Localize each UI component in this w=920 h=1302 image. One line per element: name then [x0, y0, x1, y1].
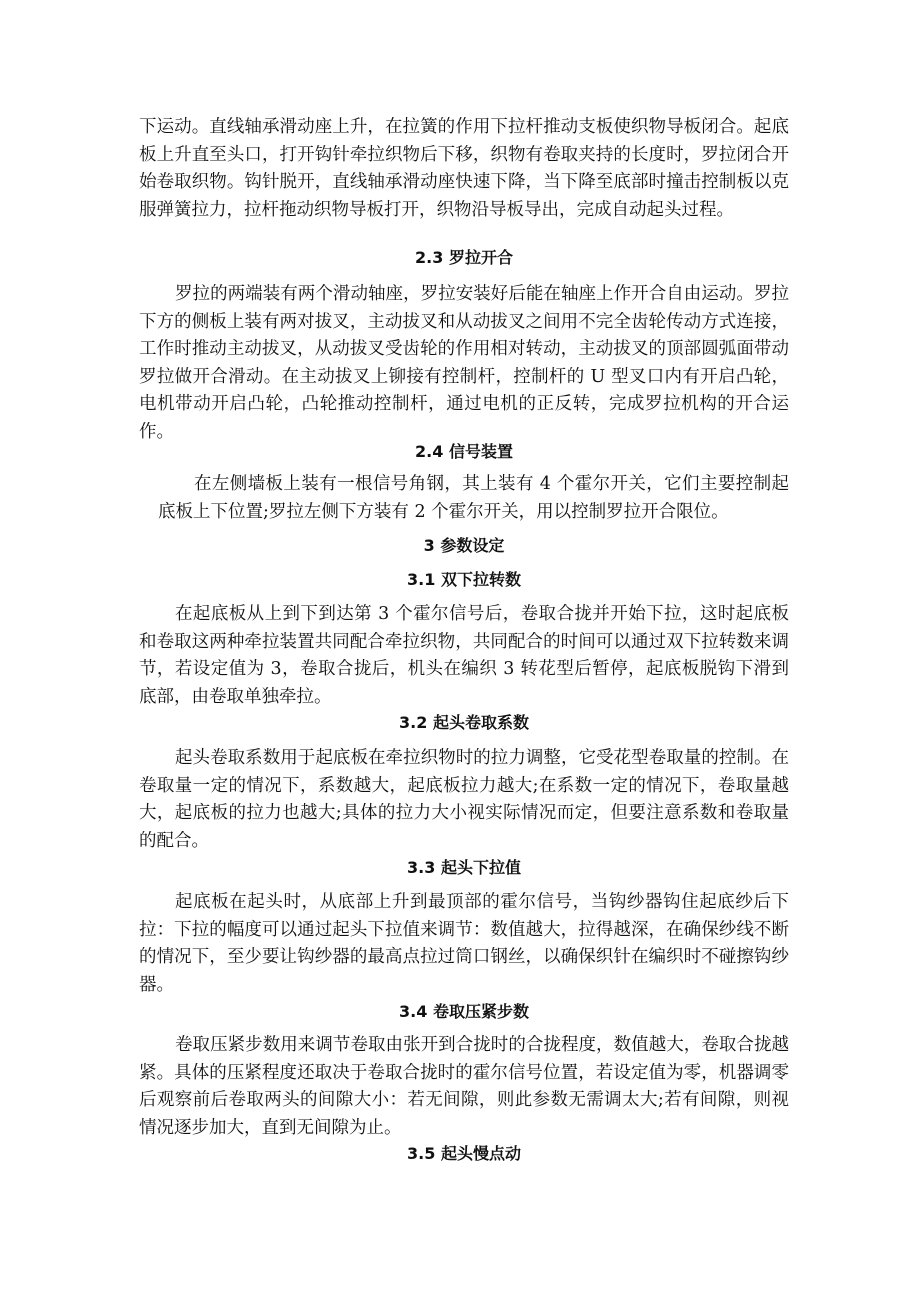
heading-3-4: 3.4 卷取压紧步数 — [399, 1002, 529, 1021]
heading-3: 3 参数设定 — [423, 536, 505, 555]
paragraph-3-1: 在起底板从上到下到达第 3 个霍尔信号后，卷取合拢并开始下拉，这时起底板和卷取这两种牵拉装置共同配合牵拉织物，共同配合的时间可以通过双下拉转数来调节，若设定值为 3，卷取合拢后，机头在编织 3 转花型后暂停，起底板脱钩下滑到底部，由卷取单独牵拉。 — [139, 604, 789, 707]
paragraph-2-3: 罗拉的两端装有两个滑动轴座，罗拉安装好后能在轴座上作开合自由运动。罗拉下方的侧板上装有两对拔叉，主动拔叉和从动拔叉之间用不完全齿轮传动方式连接，工作时推动主动拔叉，从动拔叉受齿轮的作用相对转动，主动拔叉的顶部圆弧面带动罗拉做开合滑动。在主动拔叉上铆接有控制杆，控制杆的 U 型叉口内有开启凸轮，电机带动开启凸轮，凸轮推动控制杆，通过电机的正反转，完成罗拉机构的开合运作。 — [139, 284, 789, 442]
heading-3-2: 3.2 起头卷取系数 — [399, 713, 529, 732]
heading-2-3: 2.3 罗拉开合 — [415, 248, 513, 267]
heading-3-5: 3.5 起头慢点动 — [407, 1144, 521, 1163]
paragraph-3-4: 卷取压紧步数用来调节卷取由张开到合拢时的合拢程度，数值越大，卷取合拢越紧。具体的压紧程度还取决于卷取合拢时的霍尔信号位置，若设定值为零，机器调零后观察前后卷取两头的间隙大小：若无间隙，则此参数无需调太大;若有间隙，则视情况逐步加大，直到无间隙为止。 — [139, 1035, 789, 1138]
paragraph-2-4: 在左侧墙板上装有一根信号角钢，其上装有 4 个霍尔开关，它们主要控制起底板上下位置;罗拉左侧下方装有 2 个霍尔开关，用以控制罗拉开合限位。 — [158, 474, 789, 522]
paragraph-3-3: 起底板在起头时，从底部上升到最顶部的霍尔信号，当钩纱器钩住起底纱后下拉：下拉的幅度可以通过起头下拉值来调节：数值越大，拉得越深，在确保纱线不断的情况下，至少要让钩纱器的最高点拉过筒口钢丝，以确保织针在编织时不碰擦钩纱器。 — [139, 892, 789, 995]
heading-3-1: 3.1 双下拉转数 — [407, 570, 521, 589]
paragraph-continued: 下运动。直线轴承滑动座上升，在拉簧的作用下拉杆推动支板使织物导板闭合。起底板上升直至头口，打开钩针牵拉织物后下移，织物有卷取夹持的长度时，罗拉闭合开始卷取织物。钩针脱开，直线轴承滑动座快速下降，当下降至底部时撞击控制板以克服弹簧拉力，拉杆拖动织物导板打开，织物沿导板导出，完成自动起头过程。 — [139, 117, 789, 220]
heading-2-4: 2.4 信号装置 — [415, 442, 513, 461]
heading-3-3: 3.3 起头下拉值 — [407, 858, 521, 877]
paragraph-3-2: 起头卷取系数用于起底板在牵拉织物时的拉力调整，它受花型卷取量的控制。在卷取量一定的情况下，系数越大，起底板拉力越大;在系数一定的情况下，卷取量越大，起底板的拉力也越大;具体的拉力大小视实际情况而定，但要注意系数和卷取量的配合。 — [139, 748, 789, 851]
